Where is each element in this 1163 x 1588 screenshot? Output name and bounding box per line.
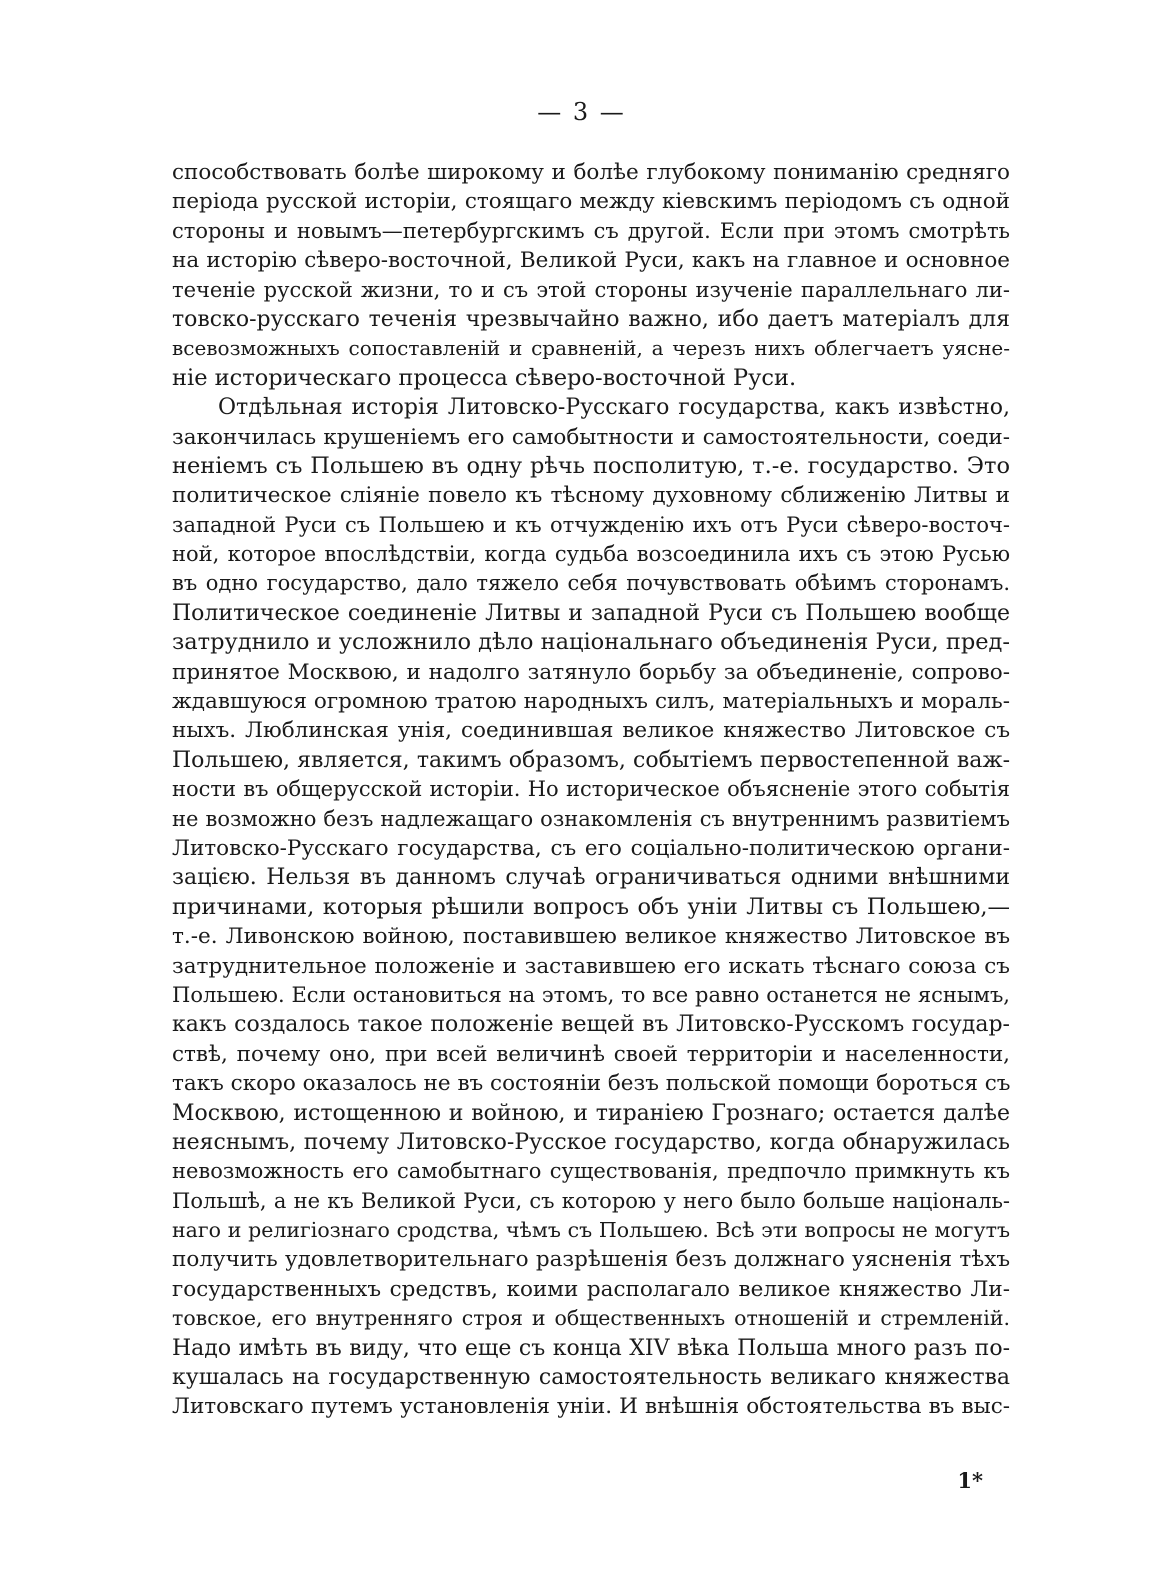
text-line: ной, которое впослѣдствіи, когда судьба возсоединила ихъ съ этою Русью [172,542,1010,567]
text-line: затруднило и усложнило дѣло національнаго объединенія Руси, пред- [172,629,1010,656]
text-line: наго и религіознаго сродства, чѣмъ съ Польшею. Всѣ эти вопросы не могутъ [172,1218,1010,1243]
signature-mark: 1* [957,1468,983,1493]
text-line: какъ создалось такое положеніе вещей въ Литовско-Русскомъ государ- [172,1012,1010,1038]
text-line: Польшею. Если остановиться на этомъ, то все равно останется не яснымъ, [172,982,1010,1007]
text-line: стороны и новымъ—петербургскимъ съ другой. Если при этомъ смотрѣть [172,218,1010,243]
text-line: закончилась крушеніемъ его самобытности и самостоятельности, соеди- [172,424,1010,450]
text-line: Литовско-Русскаго государства, съ его соціально-политическою органи- [172,835,1010,861]
text-line: Литовскаго путемъ установленія уніи. И внѣшнія обстоятельства въ выс- [172,1394,1010,1420]
text-line: затруднительное положеніе и заставившею его искать тѣснаго союза съ [172,953,1010,979]
text-line: Политическое соединеніе Литвы и западной Руси съ Польшею вообще [172,600,1010,626]
text-line: на исторію сѣверо-восточной, Великой Руси, какъ на главное и основное [172,248,1010,274]
text-line: ствѣ, почему оно, при всей величинѣ своей территоріи и населенности, [172,1041,1010,1067]
text-line: ніе историческаго процесса сѣверо-восточной Руси. [172,364,797,391]
text-line: товское, его внутренняго строя и общественныхъ отношеній и стремленій. [172,1306,1010,1331]
text-line: получить удовлетворительнаго разрѣшенія безъ должнаго уясненія тѣхъ [172,1247,1010,1273]
text-line: Польшѣ, а не къ Великой Руси, съ которою у него было больше національ- [172,1188,1010,1213]
text-line: въ одно государство, дало тяжело себя почувствовать обѣимъ сторонамъ. [172,571,1010,596]
text-line: причинами, которыя рѣшили вопросъ объ уніи Литвы съ Польшею,— [172,893,1010,920]
text-line: не возможно безъ надлежащаго ознакомленія съ внутреннимъ развитіемъ [172,806,1010,831]
text-line: товско-русскаго теченія чрезвычайно важно, ибо даетъ матеріалъ для [172,306,1010,332]
text-line: всевозможныхъ сопоставленій и сравненій, а черезъ нихъ облегчаетъ уясне- [172,336,1010,361]
text-line: Отдѣльная исторія Литовско-Русскаго государства, какъ извѣстно, [218,395,1010,421]
text-line: Польшею, является, такимъ образомъ, событіемъ первостепенной важ- [172,747,1010,773]
text-line: ждавшуюся огромною тратою народныхъ силъ, матеріальныхъ и мораль- [172,689,1010,715]
text-line: Москвою, истощенною и войною, и тираніею Грознаго; остается далѣе [172,1100,1010,1126]
text-line: невозможность его самобытнаго существованія, предпочло примкнуть къ [172,1159,1010,1184]
text-line: такъ скоро оказалось не въ состояніи безъ польской помощи бороться съ [172,1071,1010,1097]
text-line: западной Руси съ Польшею и къ отчужденію ихъ отъ Руси сѣверо-восточ- [172,512,1010,537]
text-line: принятое Москвою, и надолго затянуло борьбу за объединеніе, сопрово- [172,659,1010,685]
text-line: зацією. Нельзя въ данномъ случаѣ ограничиваться одними внѣшними [172,865,1010,891]
text-line: кушалась на государственную самостоятельность великаго княжества [172,1365,1010,1391]
text-line: политическое сліяніе повело къ тѣсному духовному сближенію Литвы и [172,483,1010,509]
text-line: неніемъ съ Польшею въ одну рѣчь посполитую, т.-е. государство. Это [172,452,1010,479]
text-line: ныхъ. Люблинская унія, соединившая великое княжество Литовское съ [172,718,1010,744]
body-text [172,158,1010,1422]
text-line: способствовать болѣе широкому и болѣе глубокому пониманію средняго [172,160,1010,185]
text-line: ности въ общерусской исторіи. Но историческое объясненіе этого событія [172,777,1010,802]
text-line: государственныхъ средствъ, коими располагало великое княжество Ли- [172,1276,1010,1302]
text-line: т.-е. Ливонскою войною, поставившею великое княжество Литовское въ [172,924,1010,950]
page-number: — 3 — [537,98,626,126]
text-line: теченіе русской жизни, то и съ этой стороны изученіе параллельнаго ли- [172,277,1010,302]
text-line: періода русской исторіи, стоящаго между кіевскимъ періодомъ съ одной [172,189,1010,215]
text-line: неяснымъ, почему Литовско-Русское государство, когда обнаружилась [172,1129,1010,1155]
text-line: Надо имѣть въ виду, что еще съ конца XIV вѣка Польша много разъ по- [172,1335,1010,1361]
